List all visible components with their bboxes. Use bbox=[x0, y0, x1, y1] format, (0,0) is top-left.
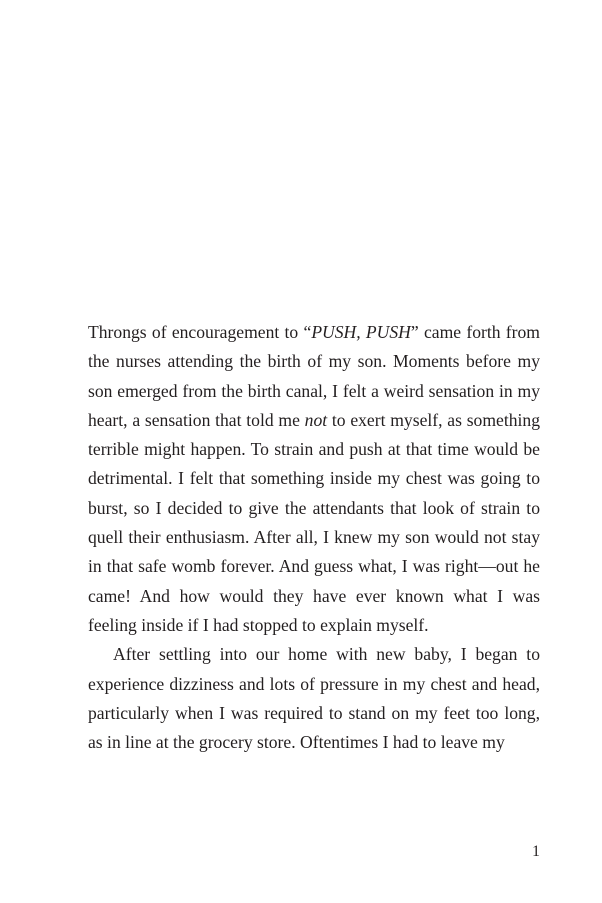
paragraph-1 bbox=[88, 318, 540, 640]
text-segment: After settling into our home with new baby, I began to experience dizziness and lots of pressure in my chest and head, particularly when I was required to stand on my feet too long, as in line at the grocery store. Oftentimes I had to leave my bbox=[88, 644, 540, 753]
body-text bbox=[88, 318, 540, 757]
italic-emphasis: PUSH, PUSH bbox=[311, 322, 411, 342]
paragraph-2 bbox=[88, 640, 540, 757]
page-number: 1 bbox=[532, 843, 540, 860]
text-segment: ” came forth from the nurses attending the birth of my son. Moments before my son emerged from the birth canal, I felt a weird sensation in my heart, a sensation that told me bbox=[88, 322, 540, 430]
text-segment: to exert myself, as something terrible might happen. To strain and push at that time would be detrimental. I felt that something inside my chest was going to burst, so I decided to give the attendants that look of strain to quell their enthusiasm. After all, I knew my son would not stay in that safe womb forever. And guess what, I was right—out he came! And how would they have ever known what I was feeling inside if I had stopped to explain myself. bbox=[88, 409, 540, 635]
italic-emphasis: not bbox=[304, 409, 328, 430]
text-segment: Throngs of encouragement to “ bbox=[88, 322, 312, 342]
